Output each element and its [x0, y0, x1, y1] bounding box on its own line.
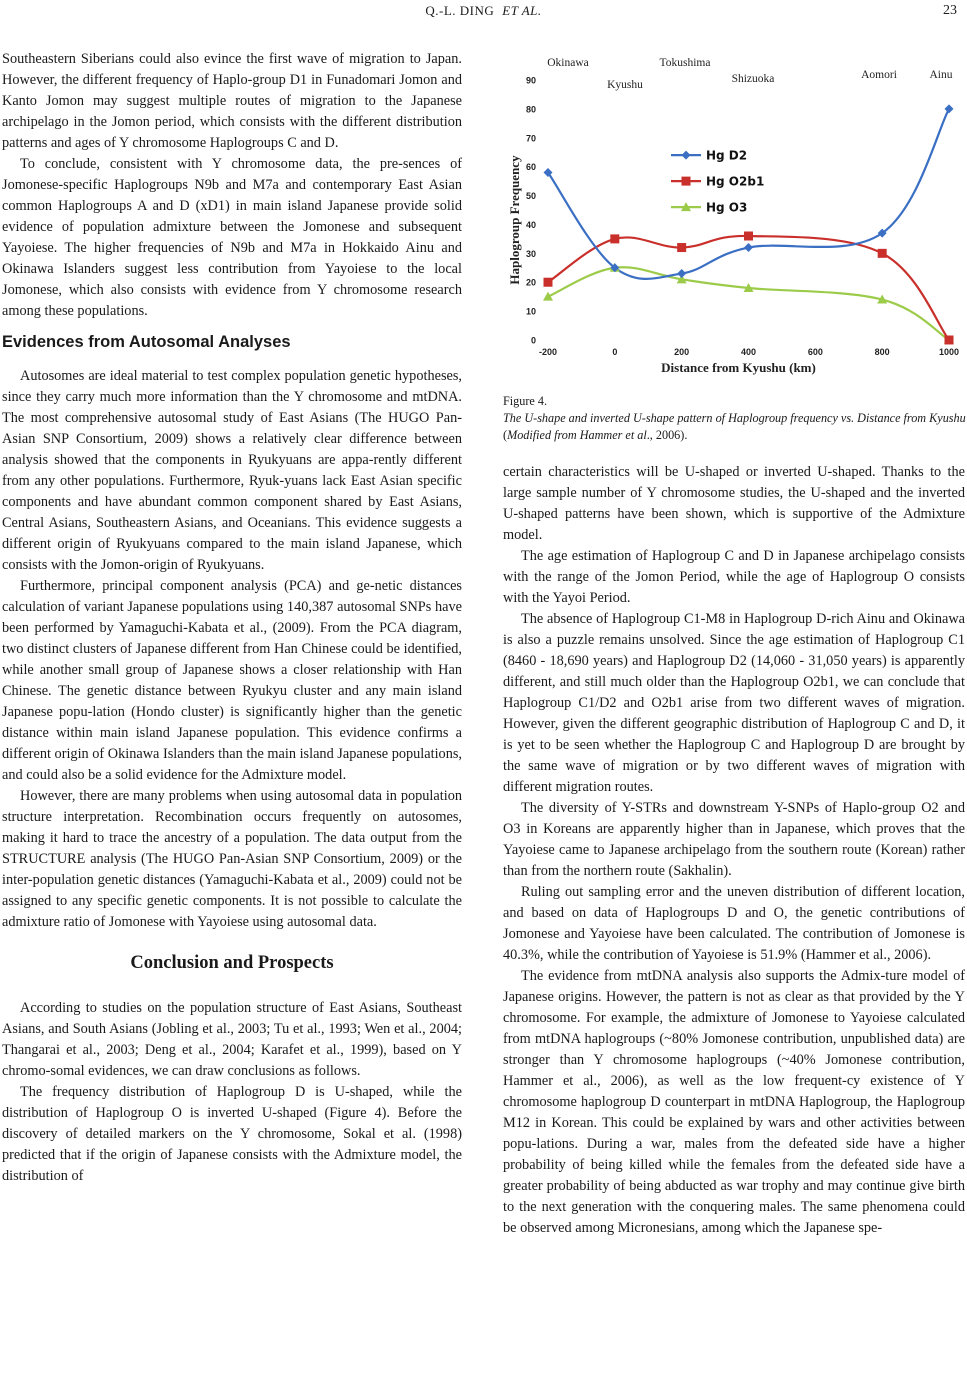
x-tick-label: 1000	[938, 347, 960, 357]
paragraph: The frequency distribution of Haplogroup D is U-shaped, while the distribution of Haplogroup O is inverted U-shaped (Figure 4). Before the discovery of detailed markers on the Y chromosome, Sokal et al. (1998) predicted that if the origin of Japanese consists with the Admixture model, the distribution of	[2, 1084, 462, 1184]
header-et-al: ET AL.	[502, 3, 542, 18]
x-tick-label: -200	[538, 347, 558, 357]
paragraph: To conclude, consistent with Y chromosome data, the pre-sences of Jomonese-specific Haplogroups N9b and M7a and contemporary East Asian common Haplogroups A and D (xD1) in main island Japanese provide solid evidence of population admixture between the Jomonese and subsequent Yayoiese. The higher frequencies of N9b and M7a in Hokkaido Ainu and Okinawa Islanders suggest less contribution from Yayoiese to the local Jomonese, which also consists with evidence from Y chromosome research among these populations.	[2, 156, 462, 319]
paragraph: The diversity of Y-STRs and downstream Y-SNPs of Haplo-group O2 and O3 in Koreans are apparently higher than in Japanese, which proves that the Yayoiese came to Japanese archipelago from the southern route (Korean) rather than from the northern route (Sakhalin).	[503, 800, 965, 879]
caption-ref-italic: Modified from Hammer et al	[507, 428, 647, 442]
x-tick-label: 600	[807, 347, 823, 357]
figure-label: Figure 4.	[503, 394, 548, 408]
paragraph: certain characteristics will be U-shaped or inverted U-shaped. Thanks to the large sample number of Y chromosome studies, the U-shaped and the inverted U-shaped patterns have been shown, which is supportive of the Admixture model.	[503, 464, 965, 543]
paragraph: The age estimation of Haplogroup C and D in Japanese archipelago consists with the range of the Jomon Period, while the age of Haplogroup O consists with the Yayoi Period.	[503, 548, 965, 606]
paragraph: The evidence from mtDNA analysis also supports the Admix-ture model of Japanese origins. However, the pattern is not as clear as that provided by the Y chromosome. For example, the admixture of Jomonese to Yayoiese calculated from mtDNA haplogroups (~80% Jomonese contribution, unpublished data) are stronger than Y chromosome haplogroups (~40% Jomonese contribution, Hammer et al., 2006), as well as the low frequent-cy existence of Y chromosome haplogroup D counterpart in mtDNA Haplogroup, the Haplogroup M12 in Korean. This could be explained by wars and other activities between popu-lations. During a war, males from the defeated side have a higher probability of being killed while the females from the defeated side have a greater probability of being abducted as war trophy and may continue give birth to the next generation with the conquering males. The same phenomena could be observed among Micronesians, among which the Japanese spe-	[503, 968, 965, 1236]
right-column	[503, 462, 965, 1239]
legend-label: Hg D2	[706, 148, 748, 163]
x-tick-label: 800	[874, 347, 890, 357]
figure-caption-text	[503, 410, 967, 444]
data-point-diamond	[682, 151, 691, 160]
location-label: Ainu	[929, 69, 953, 81]
y-tick-label: 20	[525, 277, 536, 288]
caption-italic: The U-shape and inverted U-shape pattern of Haplogroup frequency vs. Distance from Kyushu	[503, 411, 966, 425]
series-line	[548, 109, 949, 279]
x-axis-label: Distance from Kyushu (km)	[661, 360, 816, 375]
line-chart	[503, 50, 967, 380]
data-point-square	[744, 232, 753, 241]
y-tick-label: 80	[525, 104, 536, 115]
left-column	[2, 49, 462, 1187]
page-header	[0, 0, 967, 24]
paragraph: The absence of Haplogroup C1-M8 in Haplogroup D-rich Ainu and Okinawa is also a puzzle remains unsolved. Since the age estimation of Haplogroup C1 (8460 - 18,690 years) and Haplogroup D2 (14,060 - 31,050 years) is apparently different, and still much older than the Haplogroup O2b1, we can conclude that Haplogroup C1/D2 and O2b1 arise from two different waves of migration. However, given the different geographic distribution of Haplogroup C and D, it is yet to be seen whether the Haplogroup C and Haplogroup D are brought by the same wave of migration or by two different waves of migration with different migration routes.	[503, 611, 965, 795]
data-point-square	[677, 243, 686, 252]
paragraph: Southeastern Siberians could also evince the first wave of migration to Japan. However, the different frequency of Haplo-group D1 in Funadomari Jomon and Kanto Jomon may suggest multiple routes of migration to the Japanese archipelago in the Jomon period, which consists with the different distribution patterns and ages of Y chromosome Haplogroups C and D.	[2, 51, 462, 151]
x-tick-label: 0	[612, 347, 618, 357]
data-point-diamond	[945, 104, 954, 113]
y-tick-label: 30	[525, 248, 536, 259]
location-label: Kyushu	[607, 79, 643, 91]
header-authors: Q.-L. DING	[425, 3, 495, 18]
y-tick-label: 0	[530, 335, 536, 346]
location-label: Aomori	[861, 69, 897, 81]
data-point-square	[878, 249, 887, 258]
paragraph: Autosomes are ideal material to test complex population genetic hypotheses, since they carry much more information than the Y chromosome and mtDNA. The most comprehensive autosomal study of East Asians (The HUGO Pan-Asian SNP Consortium, 2009) shows a relatively clear difference between analysis showed that the components in Ryukyuans are appa-rently different from any other populations. Furthermore, Ryuk-yuans lack East Asian specific components and have abundant common component shared by East Asians, Central Asians, Southeastern Asians, and Oceanians. This evidence suggests a different origin of Ryukyuans compared to the main island Japanese, which consists with the Jomon-origin of Ryukyuans.	[2, 368, 462, 573]
paragraph: Furthermore, principal component analysis (PCA) and ge-netic distances calculation of variant Japanese populations using 140,387 autosomal SNPs have been performed by Yamaguchi-Kabata et al., (2009). From the PCA diagram, two distinct clusters of Japanese different from Han Chinese could be identified, while another small group of Japanese shows a closer relationship with Han Chinese. The genetic distance between Ryukyu cluster and any main island Japanese popu-lation (Hondo cluster) is significantly higher than the genetic distance within main island Japanese population. This evidence confirms a different origin of Okinawa Islanders than the main island Japanese populations, and could also be a solid evidence for the Admixture model.	[2, 578, 462, 783]
y-tick-label: 60	[525, 162, 536, 173]
y-tick-label: 10	[525, 306, 536, 317]
data-point-square	[610, 234, 619, 243]
y-tick-label: 70	[525, 133, 536, 144]
legend-label: Hg O2b1	[706, 174, 765, 189]
page-number: 23	[943, 3, 957, 18]
location-label: Shizuoka	[731, 73, 775, 85]
section-heading-autosomal: Evidences from Autosomal Analyses	[2, 333, 291, 351]
x-tick-label: 400	[740, 347, 757, 357]
y-tick-label: 40	[525, 219, 536, 230]
y-tick-label: 90	[525, 75, 536, 86]
running-head	[0, 3, 967, 19]
caption-ref-open: (	[503, 428, 508, 442]
paragraph: According to studies on the population structure of East Asians, Southeast Asians, and South Asians (Jobling et al., 2003; Tu et al., 1993; Wen et al., 2004; Thangarai et al., 2003; Deng et al., 2004; Karafet et al., 1999), based on Y chromo-somal evidences, we can draw conclusions as follows.	[2, 1000, 462, 1079]
paragraph: However, there are many problems when using autosomal data in population structure interpretation. Recombination occurs frequently on autosomes, making it hard to trace the ancestry of a population. The data output from the STRUCTURE analysis (The HUGO Pan-Asian SNP Consortium, 2009) or the inter-population genetic distances (Yamaguchi-Kabata et al., 2009) could not be assigned to any specific genetic components. It is not possible to calculate the admixture ratio of Jomonese with Yayoiese using autosomal data.	[2, 788, 462, 930]
location-label: Okinawa	[547, 57, 589, 69]
legend-label: Hg O3	[706, 200, 748, 215]
figure-4-chart	[503, 50, 967, 380]
series-line	[548, 267, 949, 340]
data-point-square	[544, 278, 553, 287]
data-point-square	[945, 336, 954, 345]
y-tick-label: 50	[525, 191, 536, 202]
paragraph: Ruling out sampling error and the uneven distribution of different location, and based on data of Haplogroups D and O, the genetic contributions of Jomonese and Yayoiese have been calculated. The contribution of Jomonese is 40.3%, while the contribution of Yayoiese is 51.9% (Hammer et al., 2006).	[503, 884, 965, 963]
data-point-diamond	[677, 269, 686, 278]
x-tick-label: 200	[674, 347, 690, 357]
figure-caption	[503, 393, 967, 444]
data-point-diamond	[744, 243, 753, 252]
section-heading-conclusion: Conclusion and Prospects	[130, 953, 334, 973]
caption-ref-end: ., 2006).	[646, 428, 688, 442]
location-label: Tokushima	[659, 57, 711, 69]
data-point-square	[682, 177, 691, 186]
y-axis-label: Haplogroup Frequency	[507, 155, 522, 285]
